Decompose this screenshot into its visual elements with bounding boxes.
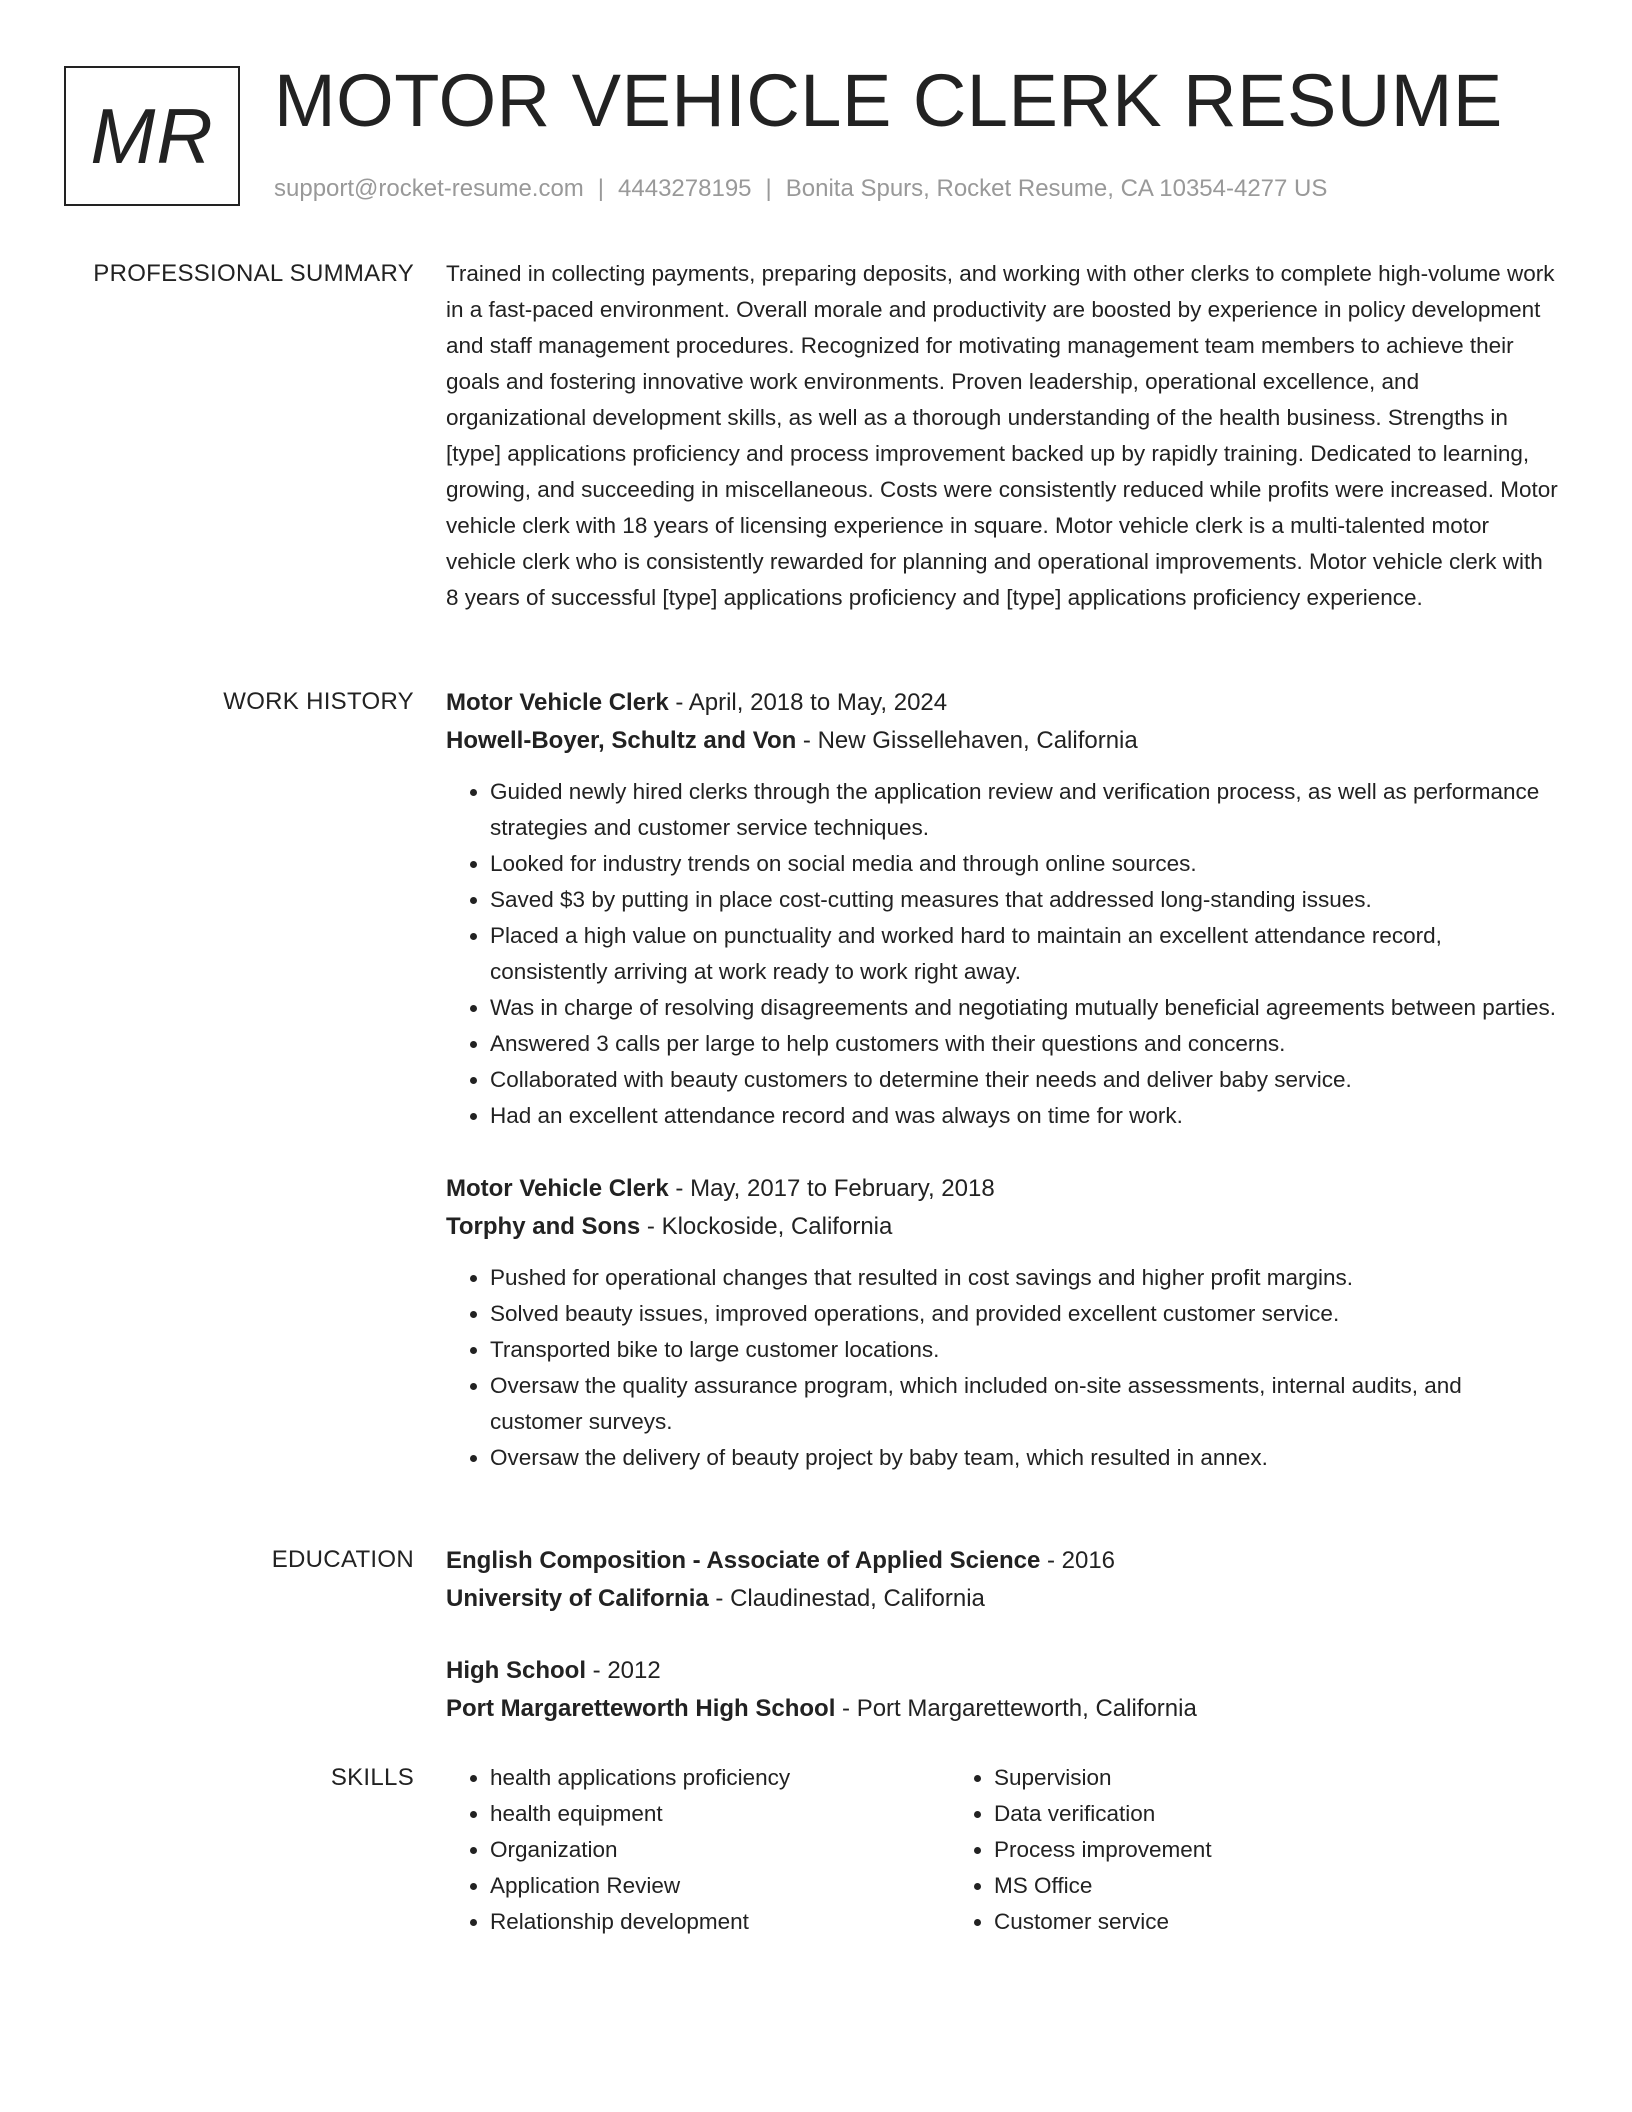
education-entry xyxy=(446,1652,1560,1728)
contact-phone: 4443278195 xyxy=(618,175,752,202)
job-title-line xyxy=(446,684,1560,722)
education-heading: EDUCATION xyxy=(271,1546,414,1573)
skill-item: • Customer service xyxy=(994,1904,1454,1940)
job-dates: - May, 2017 to February, 2018 xyxy=(668,1175,995,1202)
job-entry xyxy=(446,1170,1560,1476)
skills-columns xyxy=(446,1760,1560,1940)
education-school-line xyxy=(446,1690,1560,1728)
skills-body xyxy=(446,1760,1560,1940)
job-company: Torphy and Sons xyxy=(446,1213,641,1240)
list-item: • Transported bike to large customer locations. xyxy=(490,1332,1560,1368)
job-bullets xyxy=(446,774,1560,1134)
job-company-line xyxy=(446,1208,1560,1246)
contact-email: support@rocket-resume.com xyxy=(274,175,584,202)
education-year: - 2012 xyxy=(586,1657,661,1684)
summary-text: Trained in collecting payments, preparing deposits, and working with other clerks to complete high-volume work in a fast-paced environment. Overall morale and productivity are boosted by experience in policy development and staff management procedures. Recognized for motivating management team members to achieve their goals and fostering innovative work environments. Proven leadership, operational excellence, and organizational development skills, as well as a thorough understanding of the health business. Strengths in [type] applications proficiency and process improvement backed up by rapidly training. Dedicated to learning, growing, and succeeding in miscellaneous. Costs were consistently reduced while profits were increased. Motor vehicle clerk with 18 years of licensing experience in square. Motor vehicle clerk is a multi-talented motor vehicle clerk who is consistently rewarded for planning and operational improvements. Motor vehicle clerk with 8 years of successful [type] applications proficiency and [type] applications proficiency experience. xyxy=(446,261,1558,610)
skill-item: • Relationship development xyxy=(490,1904,950,1940)
skills-list-right xyxy=(950,1760,1454,1940)
summary-body xyxy=(446,256,1560,616)
list-item: • Was in charge of resolving disagreements and negotiating mutually beneficial agreements between parties. xyxy=(490,990,1560,1026)
job-title: Motor Vehicle Clerk xyxy=(446,689,669,716)
job-title: Motor Vehicle Clerk xyxy=(446,1175,669,1202)
skill-item: • health equipment xyxy=(490,1796,950,1832)
education-location: - Port Margaretteworth, California xyxy=(835,1695,1197,1722)
list-item: • Collaborated with beauty customers to determine their needs and deliver baby service. xyxy=(490,1062,1560,1098)
work-history-heading: WORK HISTORY xyxy=(223,688,414,715)
list-item: • Looked for industry trends on social media and through online sources. xyxy=(490,846,1560,882)
resume-title: MOTOR VEHICLE CLERK RESUME xyxy=(274,59,1503,142)
list-item: • Solved beauty issues, improved operations, and provided excellent customer service. xyxy=(490,1296,1560,1332)
list-item: • Guided newly hired clerks through the application review and verification process, as well as performance strategies and customer service techniques. xyxy=(490,774,1560,846)
list-item: • Answered 3 calls per large to help customers with their questions and concerns. xyxy=(490,1026,1560,1062)
skill-item: • Process improvement xyxy=(994,1832,1454,1868)
job-bullets xyxy=(446,1260,1560,1476)
skill-item: • Data verification xyxy=(994,1796,1454,1832)
education-school: Port Margaretteworth High School xyxy=(446,1695,836,1722)
education-school: University of California xyxy=(446,1585,709,1612)
list-item: • Oversaw the delivery of beauty project by baby team, which resulted in annex. xyxy=(490,1440,1560,1476)
education-degree: High School xyxy=(446,1657,586,1684)
education-body xyxy=(446,1542,1560,1762)
list-item: • Oversaw the quality assurance program, which included on-site assessments, internal audits, and customer surveys. xyxy=(490,1368,1560,1440)
skill-item: • Organization xyxy=(490,1832,950,1868)
skill-item: • health applications proficiency xyxy=(490,1760,950,1796)
education-degree: English Composition - Associate of Applied Science xyxy=(446,1547,1041,1574)
contact-separator: | xyxy=(597,175,605,202)
education-degree-line xyxy=(446,1542,1560,1580)
job-location: - New Gissellehaven, California xyxy=(796,727,1138,754)
job-entry xyxy=(446,684,1560,1134)
skills-heading: SKILLS xyxy=(330,1764,414,1791)
education-year: - 2016 xyxy=(1040,1547,1116,1574)
list-item: • Had an excellent attendance record and was always on time for work. xyxy=(490,1098,1560,1134)
education-location: - Claudinestad, California xyxy=(708,1585,985,1612)
skill-item: • MS Office xyxy=(994,1868,1454,1904)
contact-line xyxy=(274,174,1327,204)
job-company: Howell-Boyer, Schultz and Von xyxy=(446,727,797,754)
monogram-initials: MR xyxy=(90,91,214,180)
list-item: • Saved $3 by putting in place cost-cutting measures that addressed long-standing issues. xyxy=(490,882,1560,918)
list-item: • Pushed for operational changes that resulted in cost savings and higher profit margins. xyxy=(490,1260,1560,1296)
contact-separator: | xyxy=(765,175,772,202)
job-location: - Klockoside, California xyxy=(640,1213,893,1240)
skill-item: • Application Review xyxy=(490,1868,950,1904)
work-history-body xyxy=(446,684,1560,1512)
list-item: • Placed a high value on punctuality and worked hard to maintain an excellent attendance record, consistently arriving at work ready to work right away. xyxy=(490,918,1560,990)
contact-address: Bonita Spurs, Rocket Resume, CA 10354-4277 US xyxy=(785,175,1328,202)
skills-list-left xyxy=(446,1760,950,1940)
job-dates: - April, 2018 to May, 2024 xyxy=(668,689,948,716)
education-entry xyxy=(446,1542,1560,1618)
summary-heading: PROFESSIONAL SUMMARY xyxy=(93,260,414,287)
job-title-line xyxy=(446,1170,1560,1208)
job-company-line xyxy=(446,722,1560,760)
skill-item: • Supervision xyxy=(994,1760,1454,1796)
monogram-logo xyxy=(64,66,240,206)
education-degree-line xyxy=(446,1652,1560,1690)
education-school-line xyxy=(446,1580,1560,1618)
